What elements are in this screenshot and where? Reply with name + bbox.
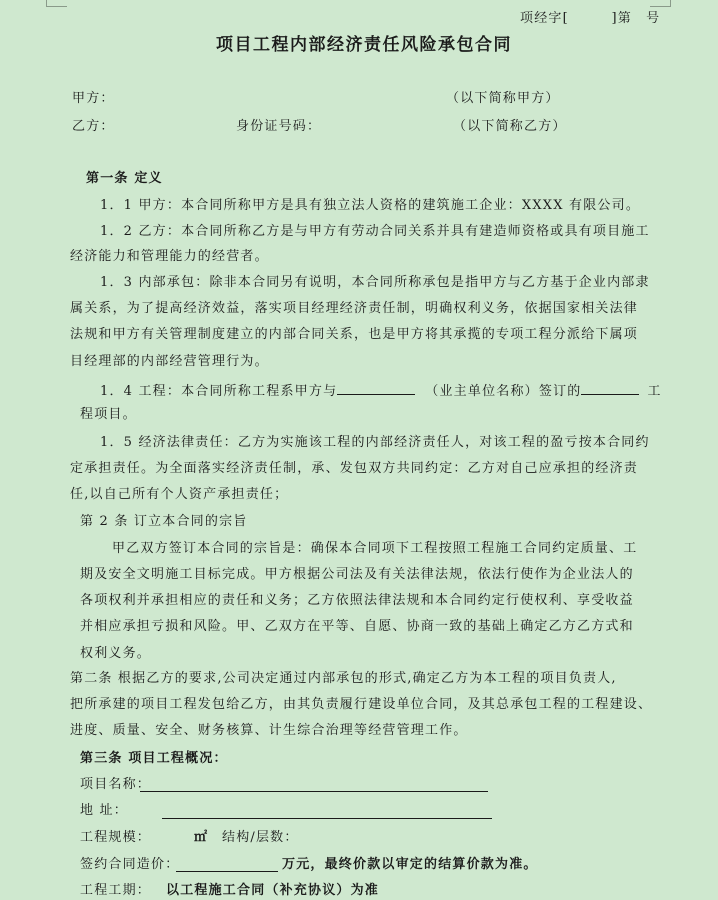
article-2-heading: 第 2 条 订立本合同的宗旨 (80, 514, 248, 529)
party-b-note: （以下简称乙方） (453, 119, 567, 134)
clause-1-5-cont-2: 任,以自己所有个人资产承担责任； (70, 487, 289, 502)
period-value: 以工程施工合同（补充协议）为准 (166, 883, 380, 898)
page-corner-mark-left (46, 0, 67, 7)
project-number: 项经字[ ]第 号 (520, 11, 661, 26)
clause-1-3-cont-2: 法规和甲方有关管理制度建立的内部合同关系，也是甲方将其承揽的专项工程分派给下属项 (70, 327, 639, 342)
structure-label: 结构/层数： (222, 830, 299, 845)
address-field (162, 805, 492, 819)
id-number-label: 身份证号码： (236, 119, 322, 134)
article-2-line-5: 权利义务。 (80, 646, 152, 661)
address-label: 地 址： (80, 803, 128, 818)
article-1-heading: 第一条 定义 (86, 171, 163, 186)
contract-price-note: 万元，最终价款以审定的结算价款为准。 (282, 857, 538, 872)
page-corner-mark-right (650, 0, 671, 7)
project-name-field (140, 778, 488, 792)
article-2-line-3: 各项权利并承担相应的责任和义务；乙方依照法律法规和本合同约定行使权利、享受收益 (80, 593, 634, 608)
owner-unit-blank (337, 381, 415, 395)
article-2-line-1: 甲乙双方签订本合同的宗旨是：确保本合同项下工程按照工程施工合同约定质量、工 (112, 541, 638, 556)
clause-1-4-text-b: （业主单位名称）签订的 (425, 384, 582, 399)
clause-1-3: 1．3 内部承包：除非本合同另有说明，本合同所称承包是指甲方与乙方基于企业内部隶 (100, 275, 650, 290)
clause-1-4-cont: 程项目。 (80, 407, 137, 422)
clause-1-2-cont: 经济能力和管理能力的经营者。 (70, 249, 269, 264)
party-a-note: （以下简称甲方） (446, 91, 560, 106)
clause-1-4-text-a: 1．4 工程：本合同所称工程系甲方与 (100, 384, 338, 399)
article-2b-line-1: 第二条 根据乙方的要求,公司决定通过内部承包的形式,确定乙方为本工程的项目负责人, (70, 671, 617, 686)
article-2b-line-2: 把所承建的项目工程发包给乙方，由其负责履行建设单位合同，及其总承包工程的工程建设、 (70, 697, 653, 712)
clause-1-5-cont-1: 定承担责任。为全面落实经济责任制，承、发包双方共同约定：乙方对自己应承担的经济责 (70, 461, 639, 476)
contract-price-field (176, 858, 278, 872)
clause-1-5: 1．5 经济法律责任：乙方为实施该工程的内部经济责任人，对该工程的盈亏按本合同约 (100, 435, 650, 450)
clause-1-3-cont-1: 属关系，为了提高经济效益，落实项目经理经济责任制，明确权利义务，依据国家相关法律 (70, 301, 639, 316)
article-2b-line-3: 进度、质量、安全、财务核算、计生综合治理等经营管理工作。 (70, 723, 468, 738)
project-name-blank (581, 381, 639, 395)
article-2-line-4: 并相应承担亏损和风险。甲、乙双方在平等、自愿、协商一致的基础上确定乙方乙方式和 (80, 619, 634, 634)
party-a-label: 甲方： (72, 91, 115, 106)
clause-1-2: 1．2 乙方：本合同所称乙方是与甲方有劳动合同关系并具有建造师资格或具有项目施工 (100, 224, 650, 239)
contract-price-label: 签约合同造价： (80, 857, 180, 872)
project-name-label: 项目名称： (80, 777, 152, 792)
clause-1-1: 1．1 甲方：本合同所称甲方是具有独立法人资格的建筑施工企业：XXXX 有限公司。 (100, 198, 641, 213)
party-b-label: 乙方： (72, 119, 115, 134)
article-2-line-2: 期及安全文明施工目标完成。甲方根据公司法及有关法律法规，依法行使作为企业法人的 (80, 567, 634, 582)
clause-1-4 (100, 381, 662, 401)
area-unit: ㎡ (194, 830, 209, 845)
clause-1-4-text-c: 工 (647, 384, 662, 399)
article-3-heading: 第三条 项目工程概况： (80, 751, 228, 766)
document-title: 项目工程内部经济责任风险承包合同 (216, 35, 512, 55)
scale-label: 工程规模： (80, 830, 152, 845)
period-label: 工程工期： (80, 883, 152, 898)
clause-1-3-cont-3: 目经理部的内部经营管理行为。 (70, 354, 269, 369)
